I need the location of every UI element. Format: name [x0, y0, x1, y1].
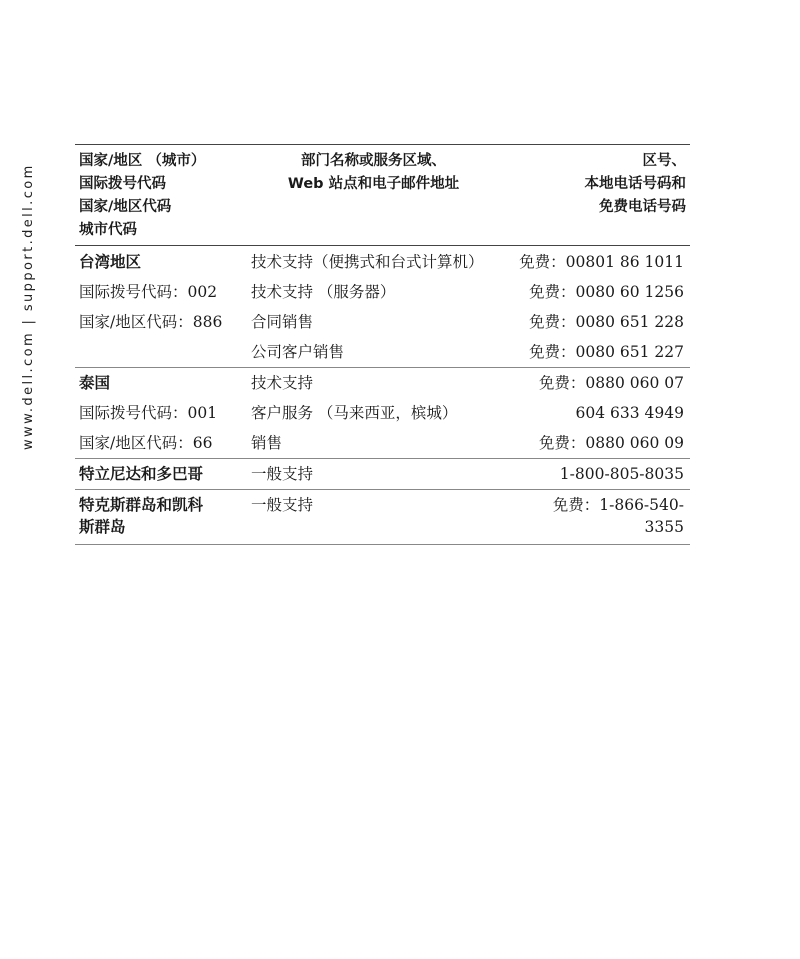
header-web-line: Web 站点和电子邮件地址	[287, 176, 460, 192]
table-row	[75, 368, 690, 399]
department-cell: 技术支持	[251, 374, 314, 392]
phone-cell: 免费：0880 060 07	[538, 374, 684, 392]
department-cell: 客户服务 （马来西亚，槟城）	[251, 404, 458, 422]
header-toll-free-line: 免费电话号码	[599, 199, 686, 215]
country-name-line: 特克斯群岛和凯科	[79, 495, 204, 514]
header-country-column	[75, 145, 251, 246]
phone-cell: 免费：0080 60 1256	[529, 283, 684, 301]
phone-line: 免费：1-866-540-	[552, 496, 684, 514]
phone-cell: 1-800-805-8035	[559, 465, 684, 483]
header-local-phone-line: 本地电话号码和	[584, 176, 686, 192]
table-row	[75, 277, 690, 307]
header-country-line: 国家/地区 （城市）	[79, 153, 206, 169]
phone-cell: 604 633 4949	[575, 404, 684, 422]
empty-cell	[75, 337, 251, 368]
header-city-code-line: 城市代码	[79, 222, 137, 238]
table-row	[75, 307, 690, 337]
table-row	[75, 337, 690, 368]
table-row	[75, 428, 690, 459]
country-name-line: 斯群岛	[79, 517, 126, 536]
contact-table	[75, 144, 690, 545]
header-country-code-line: 国家/地区代码	[79, 199, 172, 215]
idd-code: 国际拨号代码：002	[79, 283, 218, 301]
phone-cell	[496, 490, 690, 545]
phone-line: 3355	[644, 518, 684, 536]
phone-cell: 免费：0880 060 09	[538, 434, 684, 452]
table-row	[75, 398, 690, 428]
department-cell: 合同销售	[251, 313, 314, 331]
department-cell: 技术支持（便携式和台式计算机）	[251, 253, 484, 271]
department-cell: 销售	[251, 434, 283, 452]
department-cell: 公司客户销售	[251, 343, 345, 361]
country-name	[75, 490, 251, 545]
idd-code: 国际拨号代码：001	[79, 404, 218, 422]
header-idd-line: 国际拨号代码	[79, 176, 166, 192]
header-area-code-line: 区号、	[642, 153, 686, 169]
country-name: 泰国	[79, 373, 111, 392]
table-header-row	[75, 145, 690, 246]
department-cell: 技术支持 （服务器）	[251, 283, 396, 301]
table-row	[75, 246, 690, 278]
phone-cell: 免费：0080 651 227	[529, 343, 684, 361]
phone-cell: 免费：0080 651 228	[529, 313, 684, 331]
country-code: 国家/地区代码：66	[79, 434, 213, 452]
table-row	[75, 490, 690, 545]
header-department-line: 部门名称或服务区域、	[301, 153, 446, 169]
support-url-text: www.dell.com | support.dell.com	[21, 163, 36, 450]
header-department-column	[251, 145, 496, 246]
department-cell: 一般支持	[251, 465, 314, 483]
header-phone-column	[496, 145, 690, 246]
phone-cell: 免费：00801 86 1011	[519, 253, 684, 271]
department-cell: 一般支持	[251, 496, 314, 514]
sidebar-url	[8, 142, 34, 450]
country-code: 国家/地区代码：886	[79, 313, 223, 331]
country-name: 特立尼达和多巴哥	[79, 464, 204, 483]
table-row	[75, 459, 690, 490]
country-name: 台湾地区	[79, 252, 142, 271]
